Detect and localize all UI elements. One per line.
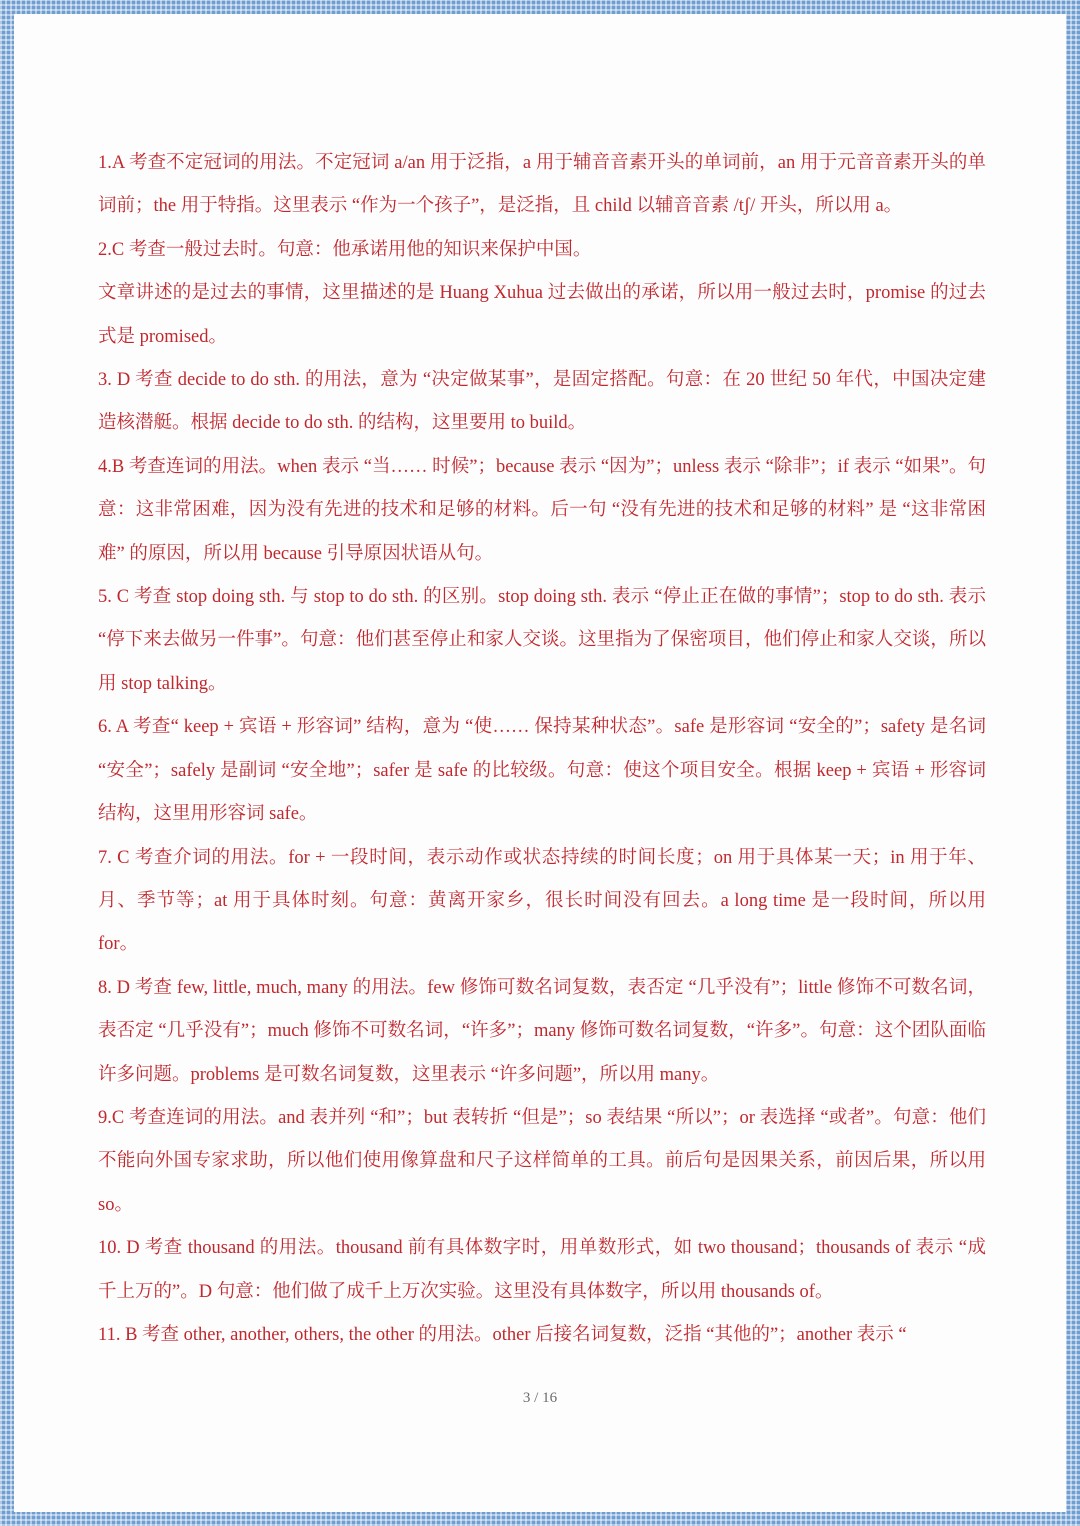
page-number: 3 / 16 <box>522 1390 558 1406</box>
explanation-6: 6. A 考查“ keep + 宾语 + 形容词” 结构，意为 “使…… 保持某种状态”。safe 是形容词 “安全的”；safety 是名词 “安全”；safely 是副词 “安全地”；safer 是 safe 的比较级。句意：使这个项目安全。根据 keep + 宾语 + 形容词结构，这里用形容词 safe。 <box>98 717 986 825</box>
explanation-1: 1.A 考查不定冠词的用法。不定冠词 a/an 用于泛指，a 用于辅音音素开头的单词前，an 用于元音音素开头的单词前；the 用于特指。这里表示 “作为一个孩子”，是泛指，且 child 以辅音音素 /tʃ/ 开头，所以用 a。 <box>98 153 986 217</box>
answer-explanations <box>98 142 986 1357</box>
explanation-9: 9.C 考查连词的用法。and 表并列 “和”；but 表转折 “但是”；so 表结果 “所以”；or 表选择 “或者”。句意：他们不能向外国专家求助，所以他们使用像算盘和尺子这样简单的工具。前后句是因果关系，前因后果，所以用 so。 <box>98 1107 986 1215</box>
explanation-2: 2.C 考查一般过去时。句意：他承诺用他的知识来保护中国。 <box>98 239 592 260</box>
explanation-7: 7. C 考查介词的用法。for + 一段时间，表示动作或状态持续的时间长度；on 用于具体某一天；in 用于年、月、季节等；at 用于具体时刻。句意：黄离开家乡，很长时间没有回去。a long time 是一段时间，所以用 for。 <box>98 847 986 955</box>
explanation-10: 10. D 考查 thousand 的用法。thousand 前有具体数字时，用单数形式，如 two thousand；thousands of 表示 “成千上万的”。D 句意：他们做了成千上万次实验。这里没有具体数字，所以用 thousands of。 <box>98 1238 986 1302</box>
explanation-2-detail: 文章讲述的是过去的事情，这里描述的是 Huang Xuhua 过去做出的承诺，所以用一般过去时，promise 的过去式是 promised。 <box>98 283 986 347</box>
explanation-11: 11. B 考查 other, another, others, the other 的用法。other 后接名词复数，泛指 “其他的”；another 表示 “ <box>98 1324 907 1345</box>
explanation-8: 8. D 考查 few, little, much, many 的用法。few 修饰可数名词复数，表否定 “几乎没有”；little 修饰不可数名词，表否定 “几乎没有”；much 修饰不可数名词，“许多”；many 修饰可数名词复数，“许多”。句意：这个团队面临许多问题。problems 是可数名词复数，这里表示 “许多问题”，所以用 many。 <box>98 977 986 1085</box>
document-page <box>14 14 1066 1512</box>
explanation-4: 4.B 考查连词的用法。when 表示 “当…… 时候”；because 表示 “因为”；unless 表示 “除非”；if 表示 “如果”。句意：这非常困难，因为没有先进的技术和足够的材料。后一句 “没有先进的技术和足够的材料” 是 “这非常困难” 的原因，所以用 because 引导原因状语从句。 <box>98 456 986 564</box>
explanation-3: 3. D 考查 decide to do sth. 的用法，意为 “决定做某事”，是固定搭配。句意：在 20 世纪 50 年代，中国决定建造核潜艇。根据 decide to do sth. 的结构，这里要用 to build。 <box>98 370 986 434</box>
explanation-5: 5. C 考查 stop doing sth. 与 stop to do sth. 的区别。stop doing sth. 表示 “停止正在做的事情”；stop to do sth. 表示 “停下来去做另一件事”。句意：他们甚至停止和家人交谈。这里指为了保密项目，他们停止和家人交谈，所以用 stop talking。 <box>98 587 986 694</box>
